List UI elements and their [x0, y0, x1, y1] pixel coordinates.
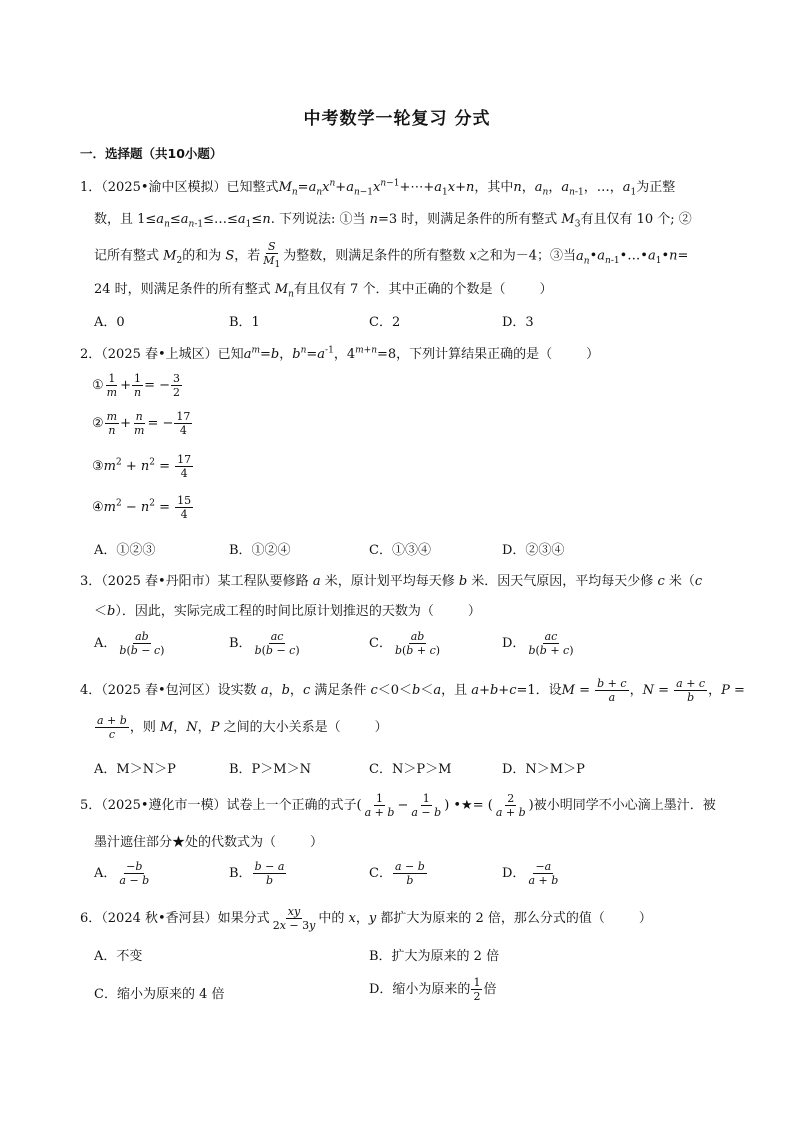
q3-option-c: C． $\frac{ab}{b(b + c)}$	[369, 630, 441, 657]
q1-line-3: 记所有整式 $M_2$的和为 S，若 $\frac{S}{M_1}$ 为整数，则满足条件的所有整数 x之和为－4；③当$a_n•a_{n-1}•\dots•a_1•n=$	[94, 240, 689, 271]
q4-option-d: D．N＞M＞P	[502, 762, 585, 777]
page-title: 中考数学一轮复习 分式	[303, 109, 491, 129]
q1-option-d: D．3	[502, 315, 534, 330]
q2-item-1: ① $\frac{1}{m}$ + $\frac{1}{n}$ = − $\frac{3}{2}$	[92, 372, 181, 399]
q4-option-c: C．N＞P＞M	[369, 762, 452, 777]
q6-line-1: 6．（2024 秋•香河县）如果分式 $\frac{xy}{2x - 3y}$ 中的 x，y 都扩大为原来的 2 倍，那么分式的值（ ）	[80, 905, 652, 932]
q5-option-b: B． $\frac{b - a}{b}$	[229, 860, 285, 887]
q5-option-d: D． $\frac{-a}{a + b}$	[502, 860, 559, 887]
q5-option-a: A． $\frac{-b}{a - b}$	[94, 860, 150, 887]
q2-item-4: $④m^2 - n^2$ = $\frac{15}{4}$	[92, 494, 192, 521]
q5-line-1: 5．（2025•遵化市一模）试卷上一个正确的式子( $\frac{1}{a + b}$ − $\frac{1}{a - b}$ ) •★= ( $\frac{2}{a + b}$ )被小明同学不小心滴上墨汁．被	[80, 792, 716, 819]
q2-option-c: C．①③④	[369, 543, 431, 558]
q6-option-d: D．缩小为原来的 $\frac{1}{2}$ 倍	[369, 976, 497, 1003]
q2-option-b: B．①②④	[229, 543, 291, 558]
q6-option-c: C．缩小为原来的 4 倍	[94, 987, 225, 1002]
q1-line-1: 1．（2025•渝中区模拟）已知整式$M_n=a_nx^n+a_{n-1}x^{n-1}+\cdots+a_1x+n$，其中n，$a_n$，$a_{n-1}$，…，$a_1$为正整	[80, 178, 676, 198]
q4-option-b: B．P＞M＞N	[229, 762, 311, 777]
q1-line-4: 24 时，则满足条件的所有整式 $M_n$有且仅有 7 个．其中正确的个数是（ ）	[94, 282, 553, 300]
q2-option-a: A．①②③	[94, 543, 156, 558]
q5-line-2: 墨汁遮住部分★处的代数式为（ ）	[94, 835, 324, 850]
q4-line-2: $\frac{a + b}{c}$ ，则 M，N，P 之间的大小关系是（ ）	[97, 714, 388, 741]
q2-item-3: $③m^2 + n^2$ = $\frac{17}{4}$	[92, 453, 192, 480]
q1-option-c: C．2	[369, 315, 401, 330]
q1-option-a: A．0	[94, 315, 125, 330]
q3-option-a: A． $\frac{ab}{b(b - c)}$	[94, 630, 165, 657]
q3-line-1: 3．（2025 春•丹阳市）某工程队要修路 a 米，原计划平均每天修 b 米．因天气原因，平均每天少修 c 米（c	[80, 574, 703, 589]
section-heading: 一．选择题（共10小题）	[80, 146, 223, 161]
q3-line-2: ＜b）．因此，实际完成工程的时间比原计划推迟的天数为（ ）	[94, 604, 481, 619]
q1-option-b: B．1	[229, 315, 260, 330]
q4-option-a: A．M＞N＞P	[94, 762, 176, 777]
q3-option-b: B． $\frac{ac}{b(b - c)}$	[229, 630, 300, 657]
q2-item-2: ② $\frac{m}{n}$ + $\frac{n}{m}$ = − $\frac{17}{4}$	[92, 410, 191, 437]
q6-option-a: A．不变	[94, 949, 143, 964]
q4-line-1: 4．（2025 春•包河区）设实数 a，b，c 满足条件 c＜0＜b＜a，且 a+b+c=1．设M = $\frac{b + c}{a}$ ，N = $\frac{a + c}{b}$ ，P =	[80, 677, 745, 704]
q6-option-b: B．扩大为原来的 2 倍	[369, 949, 500, 964]
q2-line-1: 2．（2025 春•上城区）已知$a^m=b$，$b^n=a^{-1}$，$4^{m+n}=8$，下列计算结果正确的是（ ）	[80, 345, 600, 362]
q3-option-d: D． $\frac{ac}{b(b + c)}$	[502, 630, 574, 657]
q1-line-2: 数，且 $1\le a_n\le a_{n-1}\le\dots\le a_1\le n$. 下列说法: ①当 n=3 时，则满足条件的所有整式 $M_3$有且仅有 10 个; ②	[94, 212, 692, 230]
q5-option-c: C． $\frac{a - b}{b}$	[369, 860, 425, 887]
q2-option-d: D．②③④	[502, 543, 565, 558]
